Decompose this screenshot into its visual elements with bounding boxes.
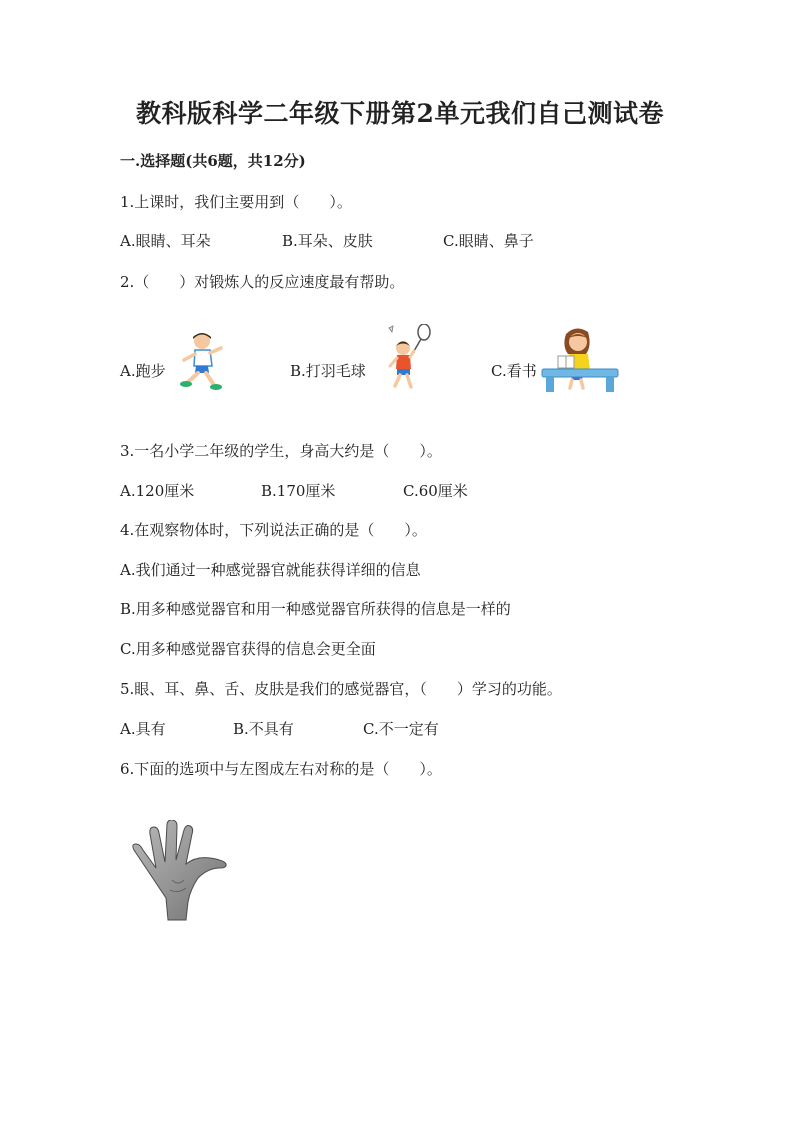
question-3-stem: 3.一名小学二年级的学生，身高大约是（ ）。 <box>120 442 442 460</box>
question-1-option-c: C.眼睛、鼻子 <box>443 232 534 250</box>
question-3-option-b: B.170厘米 <box>261 482 336 500</box>
question-3-option-c: C.60厘米 <box>403 482 468 500</box>
question-2-option-c: C.看书 <box>491 362 537 380</box>
running-child-illustration <box>178 330 226 392</box>
question-3-option-a: A.120厘米 <box>120 482 195 500</box>
question-4-option-a: A.我们通过一种感觉器官就能获得详细的信息 <box>120 561 421 579</box>
question-2-option-a: A.跑步 <box>120 362 166 380</box>
badminton-child-illustration <box>383 324 433 392</box>
question-5-stem: 5.眼、耳、鼻、舌、皮肤是我们的感觉器官，（ ）学习的功能。 <box>120 680 562 698</box>
question-5-option-a: A.具有 <box>120 720 166 738</box>
question-1-option-a: A.眼睛、耳朵 <box>120 232 211 250</box>
question-5-option-c: C.不一定有 <box>363 720 439 738</box>
question-1-option-b: B.耳朵、皮肤 <box>282 232 373 250</box>
question-6-stem: 6.下面的选项中与左图成左右对称的是（ ）。 <box>120 760 442 778</box>
page-title: 教科版科学二年级下册第2单元我们自己测试卷 <box>136 99 664 128</box>
question-1-stem: 1.上课时，我们主要用到（ ）。 <box>120 193 352 211</box>
question-2-option-b: B.打羽毛球 <box>290 362 366 380</box>
question-4-option-c: C.用多种感觉器官获得的信息会更全面 <box>120 640 376 658</box>
question-4-stem: 4.在观察物体时，下列说法正确的是（ ）。 <box>120 521 427 539</box>
question-5-option-b: B.不具有 <box>233 720 294 738</box>
left-hand-photo <box>128 820 236 922</box>
question-2-stem: 2.（ ）对锻炼人的反应速度最有帮助。 <box>120 273 405 291</box>
question-4-option-b: B.用多种感觉器官和用一种感觉器官所获得的信息是一样的 <box>120 600 511 618</box>
section-heading: 一.选择题(共6题，共12分) <box>120 152 306 170</box>
reading-girl-illustration <box>540 324 620 394</box>
